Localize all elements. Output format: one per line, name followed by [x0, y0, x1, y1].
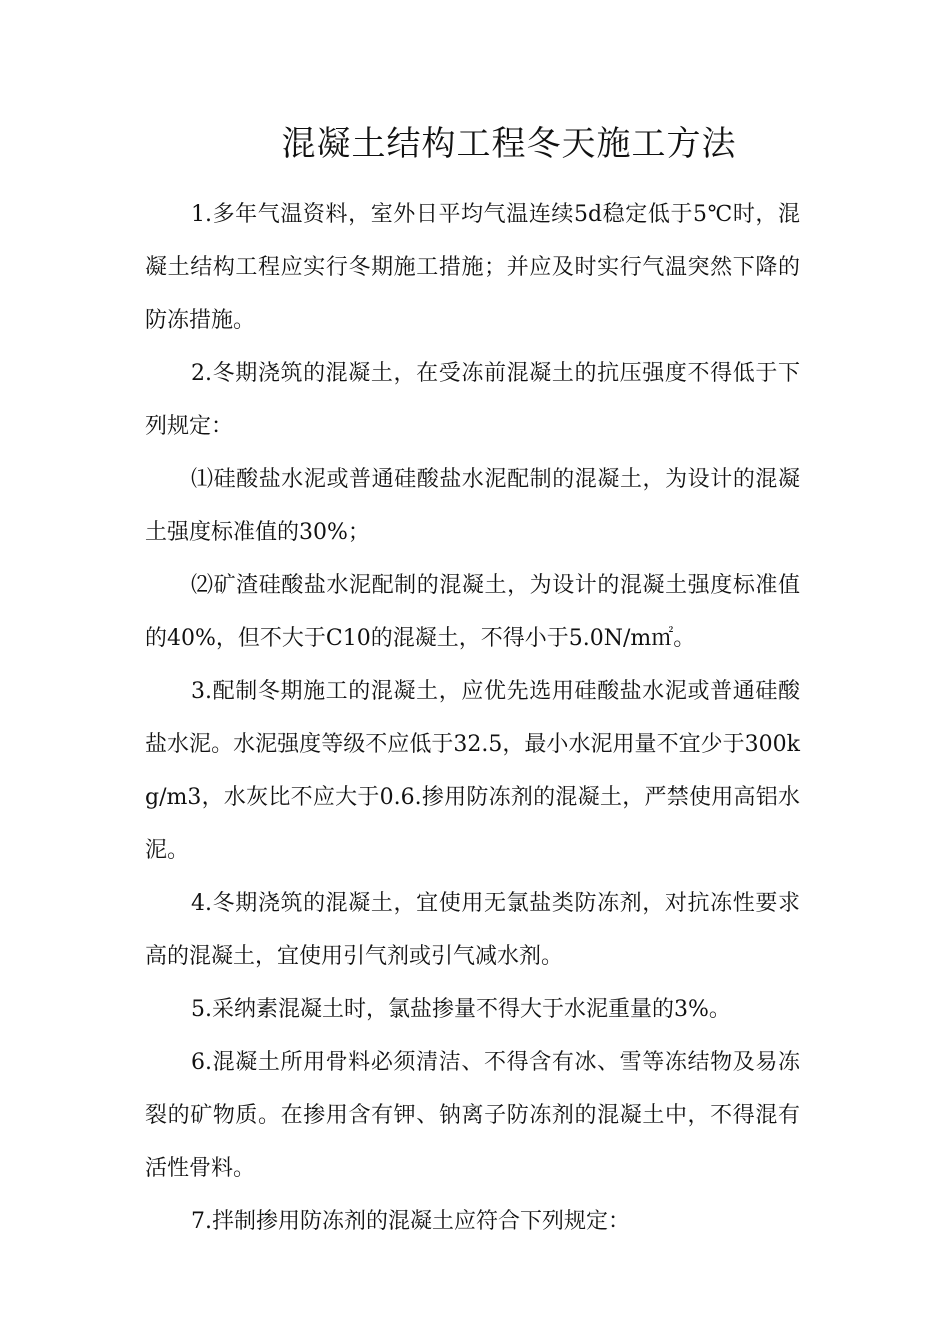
paragraph-5: 5.采纳素混凝土时，氯盐掺量不得大于水泥重量的3%。: [191, 997, 731, 1022]
paragraph-1: 1.多年气温资料，室外日平均气温连续5d稳定低于5℃时，混凝土结构工程应实行冬期施工措施；并应及时实行气温突然下降的防冻措施。: [145, 202, 800, 333]
paragraph-2-item-1: ⑴硅酸盐水泥或普通硅酸盐水泥配制的混凝土，为设计的混凝土强度标准值的30%；: [145, 467, 800, 545]
paragraph-7: 7.拌制掺用防冻剂的混凝土应符合下列规定：: [191, 1209, 630, 1234]
paragraph-6: 6.混凝土所用骨料必须清洁、不得含有冰、雪等冻结物及易冻裂的矿物质。在掺用含有钾、钠离子防冻剂的混凝土中，不得混有活性骨料。: [145, 1050, 800, 1181]
paragraph-2-item-2: ⑵矿渣硅酸盐水泥配制的混凝土，为设计的混凝土强度标准值的40%，但不大于C10的混凝土，不得小于5.0N/m㎡。: [145, 573, 800, 651]
paragraph-3: 3.配制冬期施工的混凝土，应优先选用硅酸盐水泥或普通硅酸盐水泥。水泥强度等级不应低于32.5，最小水泥用量不宜少于300kg/m3，水灰比不应大于0.6.掺用防冻剂的混凝土，严禁使用高铝水泥。: [145, 679, 800, 863]
paragraph-2: 2.冬期浇筑的混凝土，在受冻前混凝土的抗压强度不得低于下列规定：: [145, 361, 800, 439]
paragraph-4: 4.冬期浇筑的混凝土，宜使用无氯盐类防冻剂，对抗冻性要求高的混凝土，宜使用引气剂或引气减水剂。: [145, 891, 800, 969]
document-title: 混凝土结构工程冬天施工方法: [281, 124, 737, 164]
